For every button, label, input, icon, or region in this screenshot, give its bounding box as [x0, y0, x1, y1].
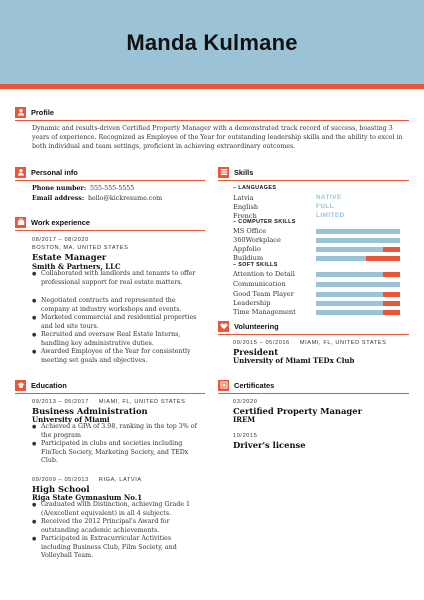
skill-level-fill	[383, 247, 400, 252]
job-bullet: ● Marketed commercial and residential properties and led site tours.	[41, 314, 201, 331]
soft-skills-subheading: – SOFT SKILLS	[233, 262, 278, 268]
job-bullet: ● Recruited and oversaw Real Estate Interns, handling key administrative duties.	[41, 331, 201, 348]
skill-level-fill	[366, 256, 400, 261]
candidate-name: Manda Kulmane	[126, 30, 298, 55]
certificate-name: Certified Property Manager	[233, 406, 362, 416]
certificate-date: 03/2020	[233, 399, 258, 405]
phone-label: Phone number:	[32, 185, 87, 192]
skills-bars-icon	[218, 167, 229, 178]
edu-degree: Business Administration	[32, 406, 148, 416]
edu-bullet: ● Received the 2012 Principal's Award for outstanding academic achievements.	[41, 518, 201, 535]
volunteering-rule	[218, 334, 409, 335]
edu-bullet: ● Achieved a GPA of 3.98, ranking in the top 3% of the program	[41, 423, 201, 440]
job-bullet: ● Negotiated contracts and represented the company at industry workshops and events.	[41, 297, 201, 314]
work-rule	[15, 230, 205, 231]
skill-level-bar	[316, 256, 400, 261]
skill-level-bar	[316, 292, 400, 297]
language-level: NATIVE	[316, 194, 342, 201]
edu-bullet: ● Graduated with Distinction, achieving Grade 1 (A/excellent equivalent) in all 4 subjects.	[41, 501, 201, 518]
personal-title: Personal info	[31, 167, 78, 177]
heart-icon	[218, 321, 229, 332]
volunteering-section-header	[218, 320, 279, 332]
skills-title: Skills	[234, 167, 254, 177]
edu-bullet: ● Participated in clubs and societies including FinTech Society, Marketing Society, and TEDx Club.	[41, 440, 201, 466]
skill-name: Time Management	[233, 308, 296, 316]
edu-school: University of Miami	[32, 415, 110, 424]
skill-name: Appfolio	[233, 245, 261, 253]
volunteering-location: MIAMI, FL, UNITED STATES	[299, 340, 387, 346]
phone-value: 555-555-5555	[90, 185, 135, 192]
edu-dates: 09/2013 – 05/2017	[32, 399, 89, 405]
skill-name: MS Office	[233, 227, 267, 235]
user-icon	[15, 107, 26, 118]
volunteering-role: President	[233, 347, 279, 357]
language-level: LIMITED	[316, 212, 345, 219]
certificate-name: Driver's license	[233, 440, 306, 450]
volunteering-org: University of Miami TEDx Club	[233, 356, 355, 365]
work-title: Work experience	[31, 217, 91, 227]
language-name: French	[233, 212, 257, 220]
job-dates: 08/2017 – 08/2020	[32, 237, 89, 243]
skill-level-bar	[316, 247, 400, 252]
education-rule	[15, 393, 205, 394]
certificates-rule	[218, 393, 409, 394]
skill-level-bar	[316, 229, 400, 234]
languages-subheading: – LANGUAGES	[233, 185, 277, 191]
certificate-issuer: IREM	[233, 415, 256, 424]
certificates-section-header	[218, 379, 274, 391]
edu-degree: High School	[32, 484, 90, 494]
profile-section-header	[15, 106, 54, 118]
id-card-icon	[15, 167, 26, 178]
certificate-icon	[218, 380, 229, 391]
edu-location: MIAMI, FL, UNITED STATES	[98, 399, 186, 405]
personal-rule	[15, 180, 205, 181]
job-company: Smith & Partners, LLC	[32, 262, 121, 271]
edu-bullet: ● Participated in Extracurricular Activities including Business Club, Film Society, and Volleyball Team.	[41, 535, 201, 561]
skill-level-fill	[383, 272, 400, 277]
personal-section-header	[15, 166, 78, 178]
skill-name: Communication	[233, 280, 286, 288]
edu-location: RIGA, LATVIA	[98, 477, 142, 483]
edu-meta	[32, 399, 185, 405]
certificate-date: 10/2015	[233, 433, 258, 439]
volunteering-title: Volunteering	[234, 321, 279, 331]
skill-level-fill	[383, 310, 400, 315]
certificates-title: Certificates	[234, 380, 275, 390]
skill-level-bar	[316, 310, 400, 315]
job-bullet: ● Collaborated with landlords and tenants to offer professional support for real estate matters.	[41, 270, 201, 287]
language-level: FULL	[316, 203, 335, 210]
skill-level-fill	[383, 301, 400, 306]
briefcase-icon	[15, 217, 26, 228]
skills-section-header	[218, 166, 253, 178]
skill-level-bar	[316, 282, 400, 287]
education-section-header	[15, 379, 67, 391]
skill-name: 360Workplace	[233, 236, 281, 244]
profile-title: Profile	[31, 107, 54, 117]
header-accent-rule	[0, 84, 424, 89]
edu-school: Riga State Gymnasium No.1	[32, 493, 143, 502]
skill-name: Leadership	[233, 299, 271, 307]
job-position: Estate Manager	[32, 252, 107, 262]
skill-level-bar	[316, 238, 400, 243]
skills-rule	[218, 180, 409, 181]
skill-level-bar	[316, 272, 400, 277]
skill-level-fill	[383, 292, 400, 297]
skill-level-bar	[316, 301, 400, 306]
computer-skills-subheading: – COMPUTER SKILLS	[233, 219, 296, 225]
skill-name: Attention to Detail	[233, 270, 295, 278]
language-name: English	[233, 203, 259, 211]
work-section-header	[15, 216, 90, 228]
email-value: hello@kickresume.com	[88, 195, 163, 202]
edu-meta	[32, 477, 142, 483]
language-name: Latvia	[233, 194, 254, 202]
edu-dates: 09/2009 – 05/2013	[32, 477, 89, 483]
skill-name: Good Team Player	[233, 290, 294, 298]
email-label: Email address:	[32, 195, 85, 202]
graduation-cap-icon	[15, 380, 26, 391]
job-bullet: ● Awarded Employee of the Year for consistently meeting set goals and objectives.	[41, 348, 201, 365]
skill-name: Buildium	[233, 254, 264, 262]
job-location: BOSTON, MA, UNITED STATES	[32, 245, 129, 251]
education-title: Education	[31, 380, 67, 390]
volunteering-meta	[233, 340, 386, 346]
profile-text: Dynamic and results-driven Certified Property Manager with a demonstrated track record of success, boasting 3 years of experience. Recognized as Employee of the Year for outstanding leadership skills and the ability to excel in both individual and team settings, proficient in achieving extraordinary outcomes.	[32, 125, 403, 150]
profile-rule	[15, 120, 409, 121]
volunteering-dates: 09/2015 – 05/2016	[233, 340, 290, 346]
